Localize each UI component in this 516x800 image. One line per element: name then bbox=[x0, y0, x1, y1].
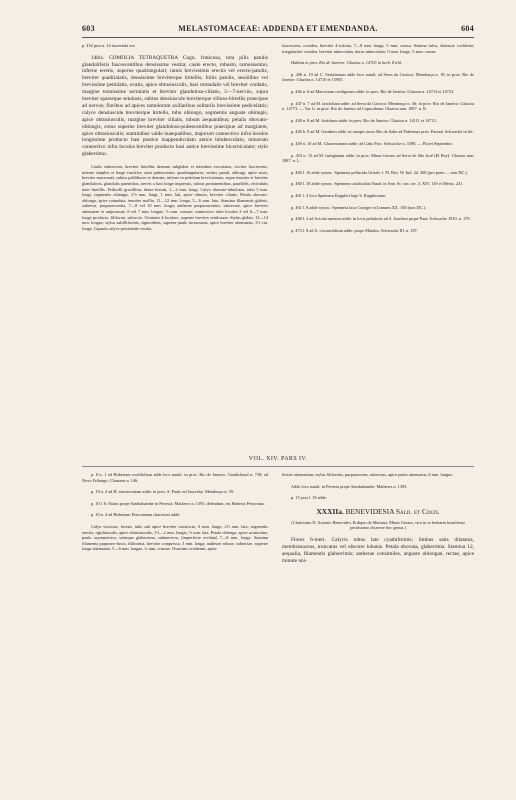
description-continued: fuscescens, ovoidea, breviter 4-sulcata, 7—8 mm. longa, 5 mm. crassa. Semina fulva, distincte cochleata, irregulariter ovoidea, breviter tuberculata, dorso tuberculata, ½ mm. longa, ⅓ mm. crassa. bbox=[282, 43, 474, 54]
addendum-entry: p. 10 n. 4 ad Huberiam Peruvianam characteri adde: bbox=[91, 512, 181, 518]
addendum-entry: p. 473 l. 8 ad A. circumfolium adde: prope Manáos: Schwacke III. n. 187. bbox=[291, 227, 418, 233]
habitat-addendum: Adde loco natali: in Peruvia prope Sambahambe: Mathews n. 1393. bbox=[291, 483, 408, 489]
page-header bbox=[82, 24, 474, 36]
page-number-left: 603 bbox=[82, 24, 95, 33]
addendum-entry: p. 468 l. 2 ad Aciotia aneuera adde: in locis paludosis ad S. Joachim prope Para: Schwacke 1810. n. 179. bbox=[291, 216, 471, 222]
top-right-column bbox=[282, 43, 474, 239]
page-number-right: 604 bbox=[461, 24, 474, 33]
section-divider bbox=[82, 466, 474, 467]
habitat-note: Habitat in prov. Rio de Janeiro: Glaziou n. 14703 in herb. Eichl. bbox=[291, 60, 403, 66]
genus-number: XXXIIa. bbox=[316, 506, 344, 516]
character-description: Calyx viscosus, favens, tubo sub apice breviter constricto, 6 mm. longo, 2½ mm. lato; segmentis erectis, rigidiusculis, apice obtusiusculis, 1½—2 mm. longis, ½ mm. lata. Petala oblonga, apice acutissima, paulo asymmetrica, utrinque glaberrima, submersiva, (imperfecte evoluta) 7—8 mm. longa. Stamina filamenta purpureo-fusca, filiformia, breviter compressa, 3 mm. longa; antherae rubrae, subrectae, superne longe attenuatae, 5—6 mm. longae, ¼ mm. crassae. Ovarium ovoideum, apice bbox=[82, 523, 268, 552]
bottom-left-column bbox=[82, 472, 268, 558]
volume-section-label: VOL. XIV. PARS IV. bbox=[248, 456, 308, 462]
addendum-entry: p. 449 n. 10 ad M. Glaziovianam adde: ad Cabo Frio: Schwacke n. 3398. — Floret Septembri. bbox=[291, 140, 453, 146]
species-description: Caulis suberectus, breviter hirtellus densum subglaber et interdum excoriatus, circiter fuscescens, inferne simplex et longe fructifer; rami pubescentes, quadrangulares, vestiti, patuli, oblongi, apice acuti, breviter mucronati, subtus pallidiores et densius, inferne in petiolum brevissimum, supra tenuiter et breviter glandulosis, glandulis patentibus, nervis a basi longe impressis, subtus prominentibus, parallelis, reticulatis inter hirtellis. Pedicelli gracillimi, dense hirsuti, 1—2 mm. longi. Calyx obovato-tubulosus, tubo 5 mm. longi, segmentis oblongis, 2½ mm. longi, 1 mm. lati, apice obtusis, breviter ciliatis. Petala obovato-oblonga, apice rotundata, tenuiter mollia, 11—12 mm. longa, 5—6 mm. lata. Stamina filamentis glabris, subrecta, purpurascentia, 7—8 vel 10 mm. longa; antherae purpurascentes, subrectae, apice breviter attenuatae et uniporosae, 6 vel 7 mm. longae, ½ mm. crassae; connectivo infra loculos 3 vel 6—7 mm. longe producto, filiformi, subrecto. Ovarium 4-loculare, superne breviter setulosum. Stylus glaber, 13—14 mm. longus; stylus subfiliformis, sigmoideus, superne paulo incrassatus, apice breviter attenuatus, 1½ cm. longa. Capsula calyce persistente vestita, bbox=[82, 164, 268, 231]
addendum-entry: p. 461 l. 8 adde synon.: Spennera laxa Crueger in Linnaea XX. 100 (non DC.). bbox=[291, 204, 427, 210]
addendum-entry: p. 449 b. 9 ad M. Gardneri adde: in campis secus Rio da Salta ad Paberinas prov. Paraná: Schwacke in litt. bbox=[291, 129, 474, 135]
bottom-right-column bbox=[282, 472, 474, 571]
addendum-entry: p. 453 n. 15 ad M. fastigiatam adde: in prov. Minas Geraes ad Serra de São José (El Rey): Glaziou ann. 1887. n. L. bbox=[282, 152, 474, 164]
addendum-entry: p. 448 n. 8 ad M. fistichum adde: in prov. Rio de Janeiro: Glaziou n. 14111 et 14712. bbox=[291, 117, 437, 123]
addendum-entry: p. 460 l. 16 adde synon.: Spennera pellucida Griseb. f. Fl. Brit. W. Ind. 2d. 268 (pro parte — non DC.). bbox=[291, 169, 468, 175]
top-left-column bbox=[82, 43, 268, 237]
genus-name: BENEVIDESIA Sald. et Cogn. bbox=[345, 506, 440, 516]
genus-diagnosis: Flores 6-meri. Calycis tubus late cyathiformis; limbus satis dilatatus, membranaceus, truncatus vel obscure lobatus. Petala obovata, glaberrima. Stamina 12, aequalia, filamentis glaberrimis; antherae consimiles, anguste oblongae, rectae, apice minute uni- bbox=[282, 536, 474, 564]
genus-dedication: (Clarissimo D. Antonio Benevides, Erdiquo de Mariana, Minas Geraes, viro in re herbaria brasiliensi peritissimo dicavere hoc genus.) bbox=[291, 519, 465, 531]
addendum-entry: p. 460 l. 18 adde synon.: Spennera caudicalata Naud. in Ann. Sc. nat. ser. 3. XIV. 149 et Meisn. 241. bbox=[291, 181, 464, 187]
addendum-entry: p. 10 l. 6: Etiam prope Sambahambe in Peruvia: Mathews n. 1393. delendum; est Huberia Peruviana. bbox=[91, 500, 265, 506]
genus-title bbox=[282, 507, 474, 516]
addendum-entry: p. 446 n. 6 ad Marcetiam cordigeram adde: in prov. Rio de Janeiro: Glaziou n. 14714 et 14723. bbox=[291, 88, 455, 94]
addendum-entry: p. 436 n. 19 ad C. Sertularium adde loco natali: ad Serra da Carioca: Mendonça n. 18; in prov. Rio de Janeiro: Glaziou n. 14710 et 15905. bbox=[282, 71, 474, 83]
addenda-list bbox=[282, 72, 474, 234]
species-heading: 14bis. COMOLIA TETRAQUETRA Cogn. fruticosa, tota pilis patulis glanduliferis fuscescentibus densissime vestita; caule erecto, robusto, ramosissimo, inferne teretis, superne quadrangulari; ramis brevissimis erectis vel erecto-patulis, breviter quadrialatis, densissime breviterque hirtellis; foliis patulis, sessilibus vel brevissime petiolatis, ovatis, apice obtusiusculis, basi rotundatis vel breviter cordatis, margine tenuissime serrulatis et breviter glanduloso-ciliatis, 5—7-nerviis, supra breviter sparseque setulosis, subtus densiuscule breviterque villoso-hirtellis praecipue ad nervos; floribus ad apices ramulorum axillaribus solitariis brevissime pedicellatis; calyce densiuscule breviterque hirtello, tubo oblongo, segmentis anguste oblongis, apice obtusiusculis, margine breviter ciliatis, tubum aequantibus; petalis obovato-oblongis, extus superne breviter glanduloso-pubescentibus praecipue ad marginem, apice obtusiusculis; staminibus valde inaequalibus, majorum connectivo infra loculos longissime producto basi postice inappendiculato antice bituberculato, minorum connectivo infra loculos breviter producto basi antice brevissime bicorniculato; stylo glaberrimo. bbox=[82, 54, 268, 158]
insertion-reference: p. 15 post l. 18 adde: bbox=[291, 495, 327, 501]
description-continued: leviter attenuatum; stylus filiformis, purpurascens, subrectus, apice paulo attenuatus, 6 mm. longus. bbox=[282, 472, 454, 477]
addendum-entry: p. 8 n. 1 ad Huberiam ovalifoliam adde loco natali: in prov. Rio de Janeiro: Gaudichaud n. 738; ad Novo Friburgo: Claussen n. 146. bbox=[82, 472, 268, 483]
addendum-entry: p. 461 l. 4 loco Spennera Kappleri lege S. Kappleriana. bbox=[291, 192, 386, 198]
addendum-entry: p. 447 n. 7 ad M. taxifoliam adde: ad Serra da Carioca: Mendonça n. 36; in prov. Rio de Janeiro: Glaziou n. 14773. — Var. b. in prov. Rio de Janeiro ad Copacabana: Glaziou ann. 1887. n. K. bbox=[282, 100, 474, 112]
insertion-reference: p. 432 post n. 14 inserenda est: bbox=[82, 43, 136, 48]
header-rule bbox=[82, 37, 474, 38]
addendum-entry: p. 19 n. 2 ad H. semiserratam adde: in prov. S. Paulo ad Jaucreby: Mendonça n. 39. bbox=[91, 489, 235, 495]
running-title: MELASTOMACEAE: ADDENDA ET EMENDANDA. bbox=[178, 24, 378, 33]
